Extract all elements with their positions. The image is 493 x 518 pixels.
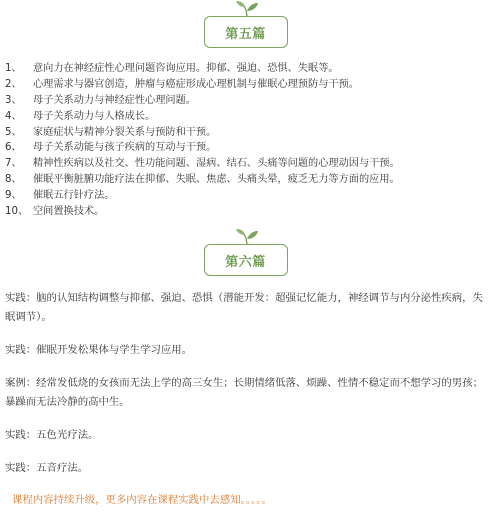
section-title-box xyxy=(204,244,288,276)
topic-number: 8、 xyxy=(5,174,22,186)
topic-number: 9、 xyxy=(5,190,22,202)
topic-number: 4、 xyxy=(5,110,22,122)
topic-number: 3、 xyxy=(5,94,22,106)
topic-text: 母子关系动能与孩子疾病的互动与干预。 xyxy=(33,142,217,154)
practice-paragraph: 实践：催眠开发松果体与学生学习应用。 xyxy=(5,344,193,356)
topic-item xyxy=(5,172,490,188)
topic-number: 2、 xyxy=(5,78,22,90)
practice-paragraph: 实践：脑的认知结构调整与抑郁、强迫、恐惧（潜能开发：超强记忆能力，神经调节与内分泌性疾病，失眠调节）。 xyxy=(5,292,483,323)
topic-number: 7、 xyxy=(5,158,22,170)
topic-item xyxy=(5,61,490,77)
practice-paragraph: 实践：五色光疗法。 xyxy=(5,429,99,441)
topic-text: 空间置换技术。 xyxy=(33,206,105,218)
topic-item xyxy=(5,188,490,204)
topic-item xyxy=(5,109,490,125)
practice-paragraph: 实践：五音疗法。 xyxy=(5,462,89,474)
topic-number: 10、 xyxy=(5,206,29,218)
topic-text: 母子关系动力与人格成长。 xyxy=(33,110,156,122)
topic-text: 意向力在神经症性心理问题咨询应用。抑郁、强迫、恐惧、失眠等。 xyxy=(33,63,339,74)
topic-list xyxy=(5,61,490,220)
topic-item xyxy=(5,93,490,109)
topic-text: 精神性疾病以及社交、性功能问题、湿病、结石、头痛等问题的心理动因与干预。 xyxy=(33,158,400,170)
topic-item xyxy=(5,125,490,141)
topic-number: 1、 xyxy=(5,63,22,74)
topic-number: 5、 xyxy=(5,126,22,138)
topic-text: 家庭症状与精神分裂关系与预防和干预。 xyxy=(33,126,217,138)
topic-item xyxy=(5,77,490,93)
section-heading-6 xyxy=(204,230,290,274)
case-paragraph: 案例：经常发低烧的女孩而无法上学的高三女生；长期情绪低落、烦躁、性情不稳定而不想学习的男孩；暴躁而无法冷静的高中生。 xyxy=(5,377,483,408)
footer-note: 课程内容持续升级，更多内容在课程实践中去感知。。。。。 xyxy=(12,494,272,506)
topic-number: 6、 xyxy=(5,142,22,154)
topic-item xyxy=(5,156,490,172)
section-title: 第五篇 xyxy=(225,26,266,42)
topic-item xyxy=(5,140,490,156)
topic-text: 催眠五行针疗法。 xyxy=(33,190,115,202)
topic-text: 心理需求与器官创造，肿瘤与癌症形成心理机制与催眠心理预防与干预。 xyxy=(33,78,359,90)
section-heading-5 xyxy=(204,2,290,46)
topic-item xyxy=(5,204,490,220)
topic-text: 母子关系动力与神经症性心理问题。 xyxy=(33,94,196,106)
section-title-box xyxy=(204,16,288,48)
topic-text: 催眠平衡脏腑功能疗法在抑郁、失眠、焦虑、头痛头晕，疲乏无力等方面的应用。 xyxy=(33,174,400,186)
section-title: 第六篇 xyxy=(225,254,266,270)
